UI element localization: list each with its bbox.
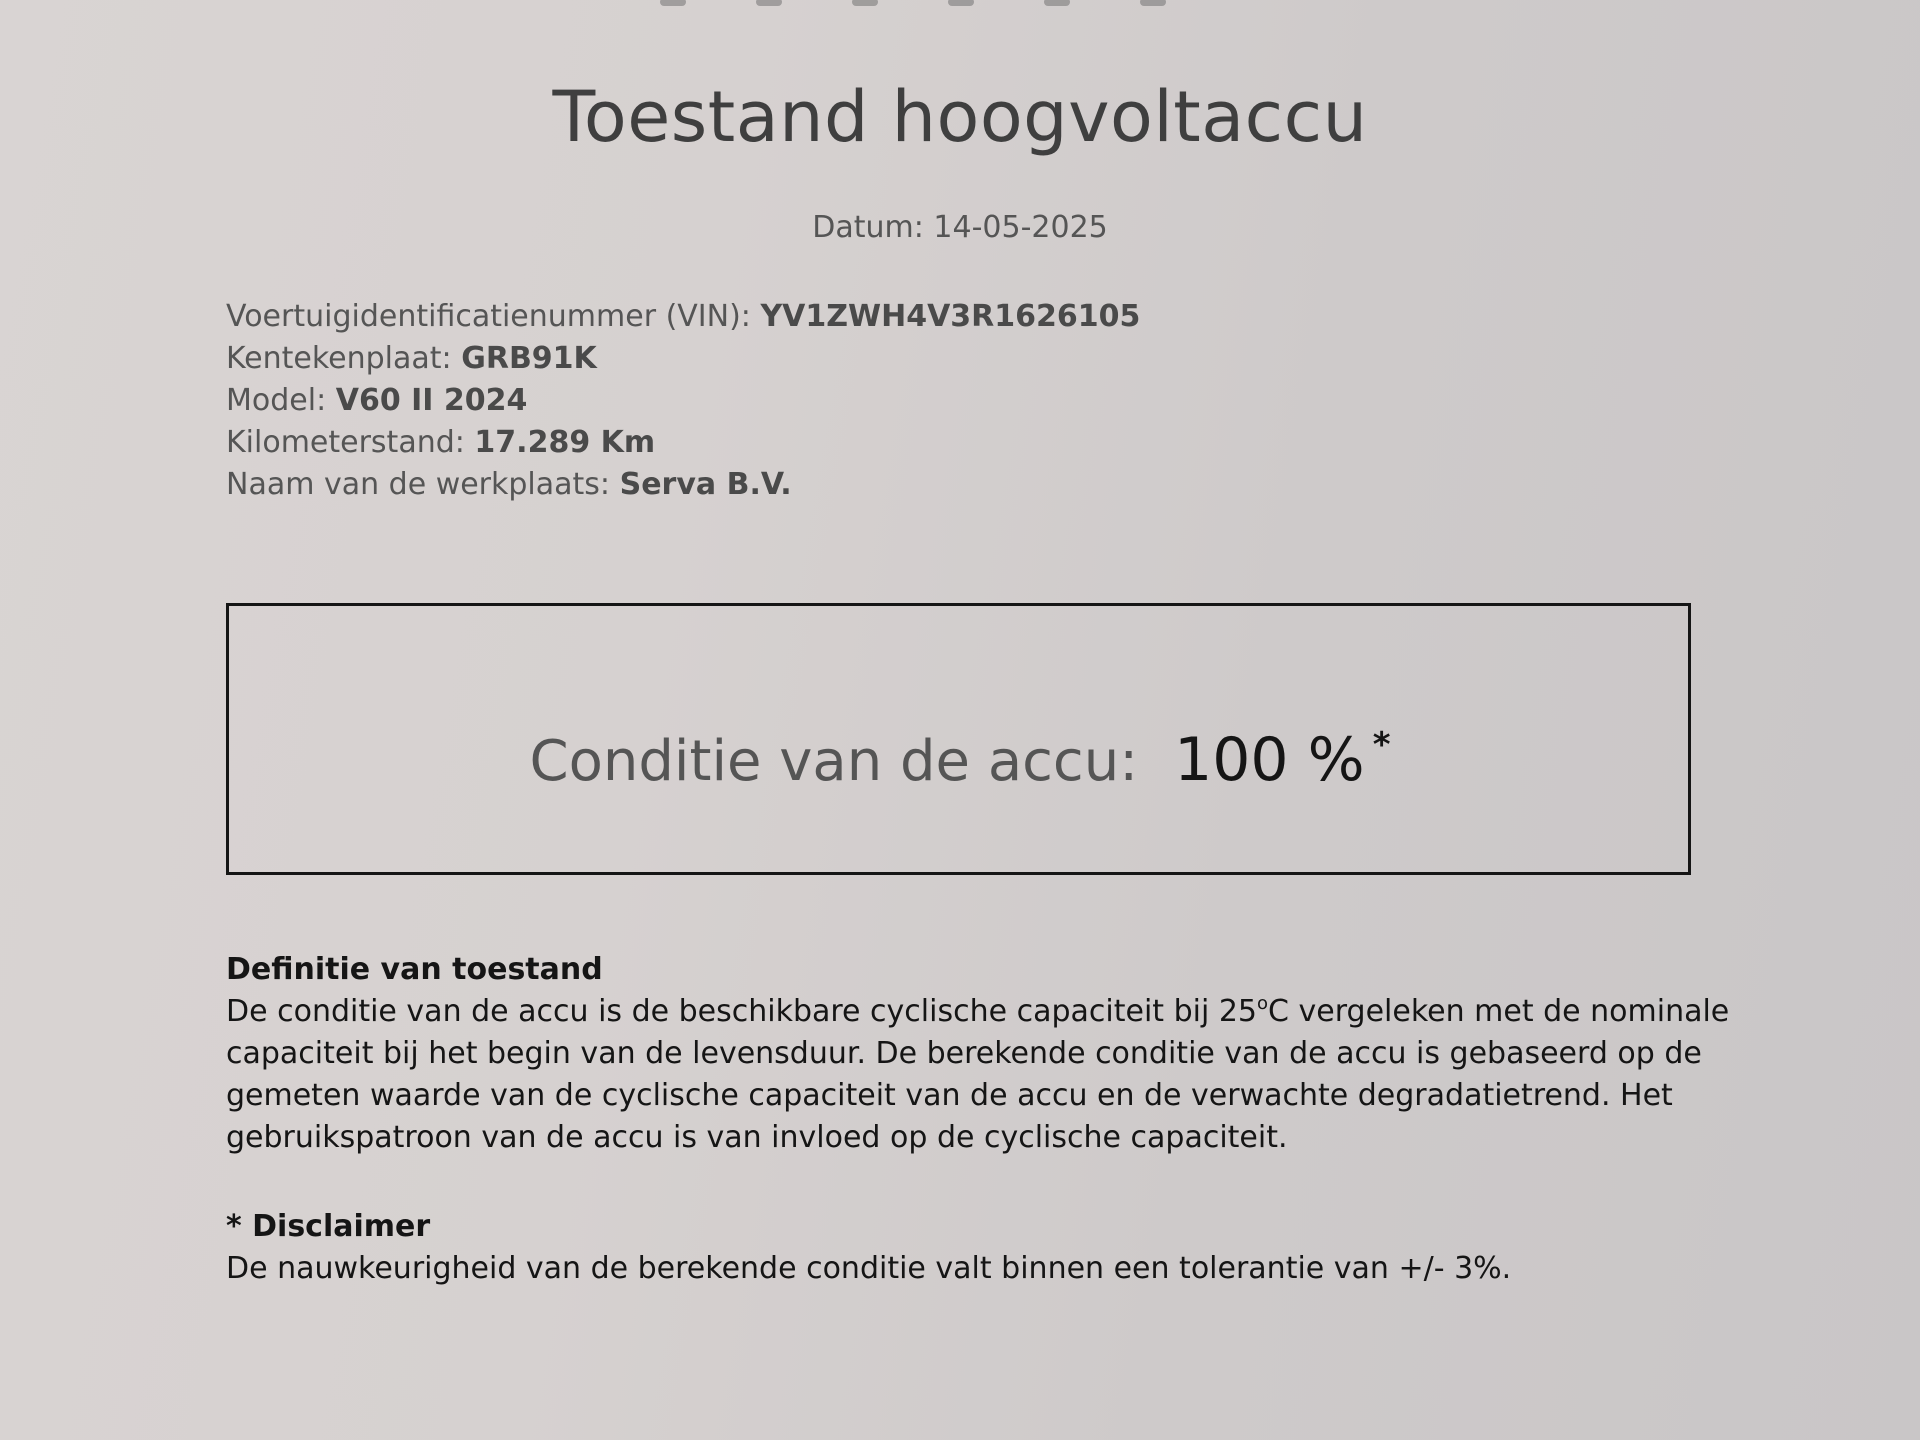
model-row [226,380,1140,422]
plate-value: GRB91K [461,341,597,376]
disclaimer-heading: * Disclaimer [226,1209,431,1244]
definition-text-end: C vergeleken met de nominale capaciteit bij het begin van de levensduur. De berekende conditie van de accu is gebaseerd op de gemeten waarde van de cyclische capaciteit van de accu en de verwachte degradatietrend. Het gebruikspatroon van de accu is van invloed op de cyclische capaciteit. [226,994,1730,1155]
report-date [0,210,1920,245]
page-title: Toestand hoogvoltaccu [552,76,1368,158]
vin-value: YV1ZWH4V3R1626105 [760,299,1141,334]
mileage-value: 17.289 Km [474,425,656,460]
model-value: V60 II 2024 [335,383,528,418]
workshop-value: Serva B.V. [619,467,792,502]
date-label: Datum: [812,210,924,245]
workshop-row [226,464,1140,506]
workshop-label: Naam van de werkplaats: [226,467,611,502]
condition-footnote-marker: * [1372,725,1391,765]
condition-label: Conditie van de accu: [529,729,1139,794]
definition-heading: Definitie van toestand [226,952,603,987]
definition-text [226,991,1766,1159]
plate-label: Kentekenplaat: [226,341,452,376]
mileage-label: Kilometerstand: [226,425,465,460]
vin-row [226,296,1140,338]
vehicle-info [226,296,1140,506]
degree-symbol: o [1257,993,1269,1014]
model-label: Model: [226,383,327,418]
disclaimer-section [226,1206,1766,1290]
definition-text-start: De conditie van de accu is de beschikbare cyclische capaciteit bij 25 [226,994,1258,1029]
plate-row [226,338,1140,380]
condition-readout [0,705,1920,815]
vin-label: Voertuigidentificatienummer (VIN): [226,299,751,334]
condition-value: 100 % [1174,725,1365,795]
definition-section [226,949,1766,1159]
cropped-top-text [660,0,1260,6]
disclaimer-text: De nauwkeurigheid van de berekende conditie valt binnen een tolerantie van +/- 3%. [226,1251,1512,1286]
date-value: 14-05-2025 [933,210,1108,245]
mileage-row [226,422,1140,464]
